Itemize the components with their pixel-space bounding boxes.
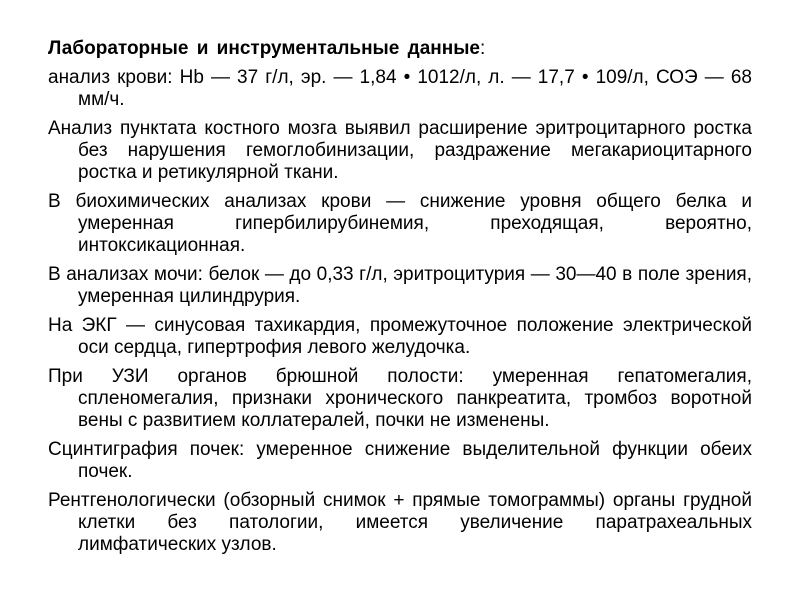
paragraph-bone-marrow: Анализ пунктата костного мозга выявил расширение эритроцитарного ростка без нарушения гемоглобинизации, раздражение мегакариоцитарного ростка и ретикулярной ткани. bbox=[48, 118, 752, 183]
paragraph-urine-analysis: В анализах мочи: белок — до 0,33 г/л, эритроцитурия — 30—40 в поле зрения, умеренная цилиндрурия. bbox=[48, 264, 752, 307]
heading-colon: : bbox=[480, 38, 486, 59]
slide-content bbox=[48, 38, 752, 563]
paragraph-ecg: На ЭКГ — синусовая тахикардия, промежуточное положение электрической оси сердца, гипертрофия левого желудочка. bbox=[48, 315, 752, 358]
paragraph-xray: Рентгенологически (обзорный снимок + прямые томограммы) органы грудной клетки без патологии, имеется увеличение паратрахеальных лимфатических узлов. bbox=[48, 490, 752, 555]
heading-title: Лабораторные и инструментальные данные bbox=[48, 38, 481, 59]
paragraph-scintigraphy: Сцинтиграфия почек: умеренное снижение выделительной функции обеих почек. bbox=[48, 439, 752, 482]
paragraph-blood-analysis: анализ крови: Hb — 37 г/л, эр. — 1,84 • 1012/л, л. — 17,7 • 109/л, СОЭ — 68 мм/ч. bbox=[48, 67, 752, 110]
section-heading bbox=[48, 38, 752, 60]
paragraph-ultrasound: При УЗИ органов брюшной полости: умеренная гепатомегалия, спленомегалия, признаки хронического панкреатита, тромбоз воротной вены с развитием коллатералей, почки не изменены. bbox=[48, 366, 752, 431]
paragraph-biochemistry: В биохимических анализах крови — снижение уровня общего белка и умеренная гипербилирубинемия, преходящая, вероятно, интоксикационная. bbox=[48, 191, 752, 256]
